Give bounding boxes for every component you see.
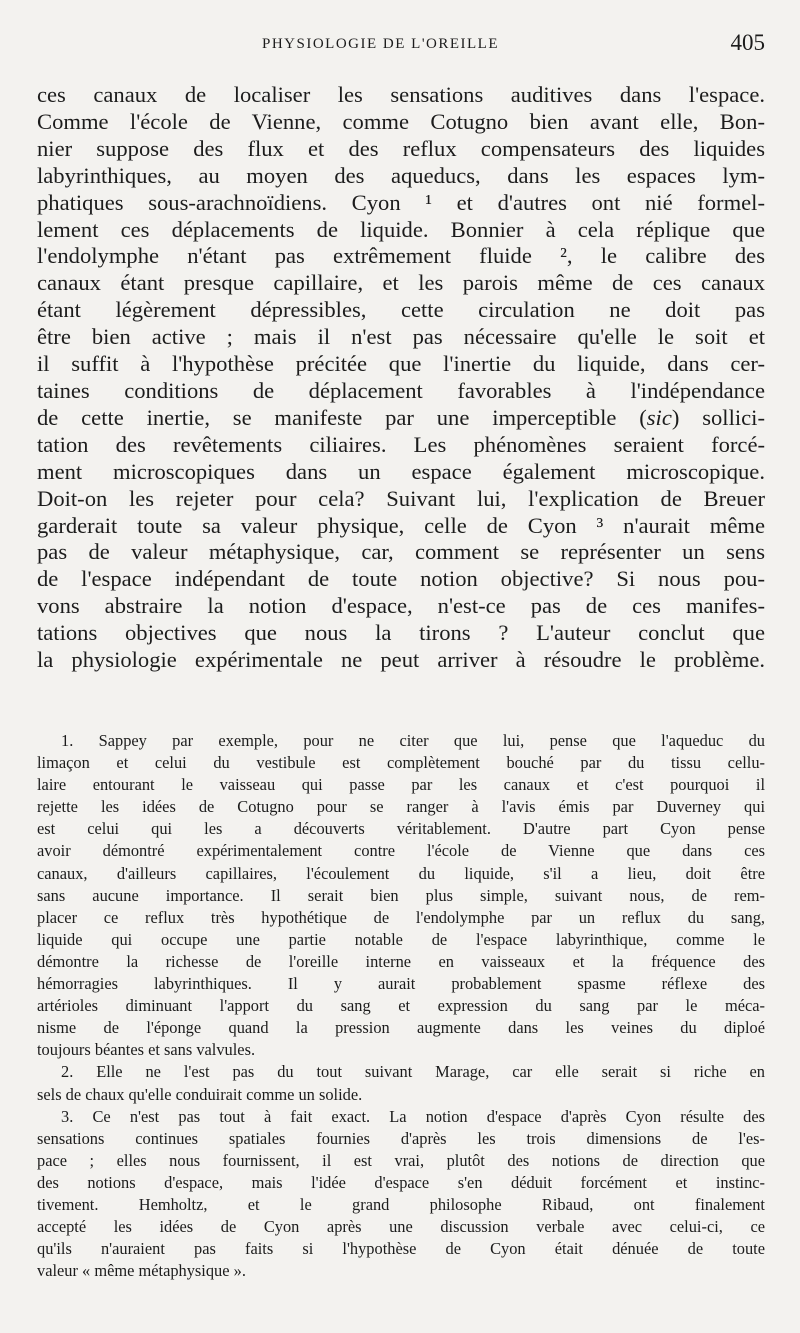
body-line: de cette inertie, se manifeste par une imperceptible (sic) sollici- — [37, 404, 765, 430]
footnote-1-line: hémorragies labyrinthiques. Il y aurait probablement spasme réflexe des — [37, 974, 765, 994]
footnote-2-line: sels de chaux qu'elle conduirait comme un solide. — [37, 1084, 363, 1104]
footnote-3-line: valeur « même métaphysique ». — [37, 1261, 246, 1281]
page-header — [37, 0, 765, 84]
body-line: garderait toute sa valeur physique, celle de Cyon ³ n'aurait même — [37, 512, 765, 538]
body-line: ces canaux de localiser les sensations auditives dans l'espace. — [37, 82, 765, 107]
body-line: taines conditions de déplacement favorables à l'indépendance — [37, 377, 765, 403]
footnote-1-line: canaux, d'ailleurs capillaires, l'écoulement du liquide, s'il a lieu, doit être — [37, 863, 765, 883]
footnote-3-line: tivement. Hemholtz, et le grand philosophe Ribaud, ont finalement — [37, 1194, 765, 1214]
footnote-1-line: avoir démontré expérimentalement contre l'école de Vienne que dans ces — [37, 841, 765, 861]
body-line: vons abstraire la notion d'espace, n'est-ce pas de ces manifes- — [37, 593, 765, 619]
body-line: il suffit à l'hypothèse précitée que l'inertie du liquide, dans cer- — [37, 351, 765, 377]
footnote-3-line: accepté les idées de Cyon après une discussion verbale avec celui-ci, ce — [37, 1217, 765, 1237]
footnote-3-line: qu'ils n'auraient pas faits si l'hypothèse de Cyon était dénuée de toute — [37, 1239, 765, 1259]
footnote-1-line: est celui qui les a découverts véritablement. D'autre part Cyon pense — [37, 819, 765, 839]
body-line: tation des revêtements ciliaires. Les phénomènes seraient forcé- — [37, 431, 765, 457]
body-line: ment microscopiques dans un espace également microscopique. — [37, 458, 765, 484]
body-line: tations objectives que nous la tirons ? L'auteur conclut que — [37, 620, 765, 646]
body-line: lement ces déplacements de liquide. Bonnier à cela réplique que — [37, 216, 765, 242]
footnote-3-line: des notions d'espace, mais l'idée d'espace s'en déduit forcément et instinc- — [37, 1172, 765, 1192]
body-line: l'endolymphe n'étant pas extrêmement fluide ², le calibre des — [37, 243, 765, 269]
footnote-1-line: laire entourant le vaisseau qui passe par les canaux et c'est pourquoi il — [37, 775, 765, 795]
footnote-1-line: nisme de l'éponge quand la pression augmente dans les veines du diploé — [37, 1018, 765, 1038]
footnote-1-line: limaçon et celui du vestibule est complètement bouché par du tissu cellu- — [37, 753, 765, 773]
body-line: Comme l'école de Vienne, comme Cotugno bien avant elle, Bon- — [37, 108, 765, 134]
footnote-1-line: toujours béantes et sans valvules. — [37, 1040, 256, 1060]
footnote-1-line: artérioles diminuant l'apport du sang et expression du sang par le méca- — [37, 996, 765, 1016]
body-line: la physiologie expérimentale ne peut arriver à résoudre le problème. — [37, 647, 765, 673]
footnote-1-line: placer ce reflux très hypothétique de l'endolymphe par un reflux du sang, — [37, 907, 765, 927]
footnotes — [37, 730, 765, 1282]
page-number: 405 — [730, 30, 765, 55]
body-line: nier suppose des flux et des reflux compensateurs des liquides — [37, 135, 765, 161]
footnote-1-line: démontre la richesse de l'oreille interne en vaisseaux et la fréquence des — [37, 951, 765, 971]
footnote-1-line: 1. Sappey par exemple, pour ne citer que lui, pense que l'aqueduc du — [61, 731, 765, 750]
body-line: pas de valeur métaphysique, car, comment se représenter un sens — [37, 539, 765, 565]
body-text — [37, 82, 765, 674]
footnote-2-line: 2. Elle ne l'est pas du tout suivant Marage, car elle serait si riche en — [61, 1062, 765, 1082]
book-page — [37, 0, 765, 1281]
body-line: Doit-on les rejeter pour cela? Suivant lui, l'explication de Breuer — [37, 485, 765, 511]
footnote-1-line: sans aucune importance. Il serait bien plus simple, suivant nous, de rem- — [37, 885, 765, 905]
body-line: de l'espace indépendant de toute notion objective? Si nous pou- — [37, 566, 765, 592]
footnote-3-line: pace ; elles nous fournissent, il est vrai, plutôt des notions de direction que — [37, 1150, 765, 1170]
body-line: canaux étant presque capillaire, et les parois même de ces canaux — [37, 270, 765, 296]
body-line: phatiques sous-arachnoïdiens. Cyon ¹ et d'autres ont nié formel- — [37, 189, 765, 215]
footnote-1-line: rejette les idées de Cotugno pour se ranger à l'avis émis par Duverney qui — [37, 797, 765, 817]
body-line: étant légèrement dépressibles, cette circulation ne doit pas — [37, 297, 765, 323]
body-line: labyrinthiques, au moyen des aqueducs, dans les espaces lym- — [37, 162, 765, 188]
running-title: PHYSIOLOGIE DE L'OREILLE — [262, 36, 500, 52]
body-line: être bien active ; mais il n'est pas nécessaire qu'elle le soit et — [37, 324, 765, 350]
footnote-3-line: 3. Ce n'est pas tout à fait exact. La notion d'espace d'après Cyon résulte des — [61, 1106, 765, 1126]
footnote-1-line: liquide qui occupe une partie notable de l'espace labyrinthique, comme le — [37, 929, 765, 949]
footnote-3-line: sensations continues spatiales fournies d'après les trois dimensions de l'es- — [37, 1128, 765, 1148]
